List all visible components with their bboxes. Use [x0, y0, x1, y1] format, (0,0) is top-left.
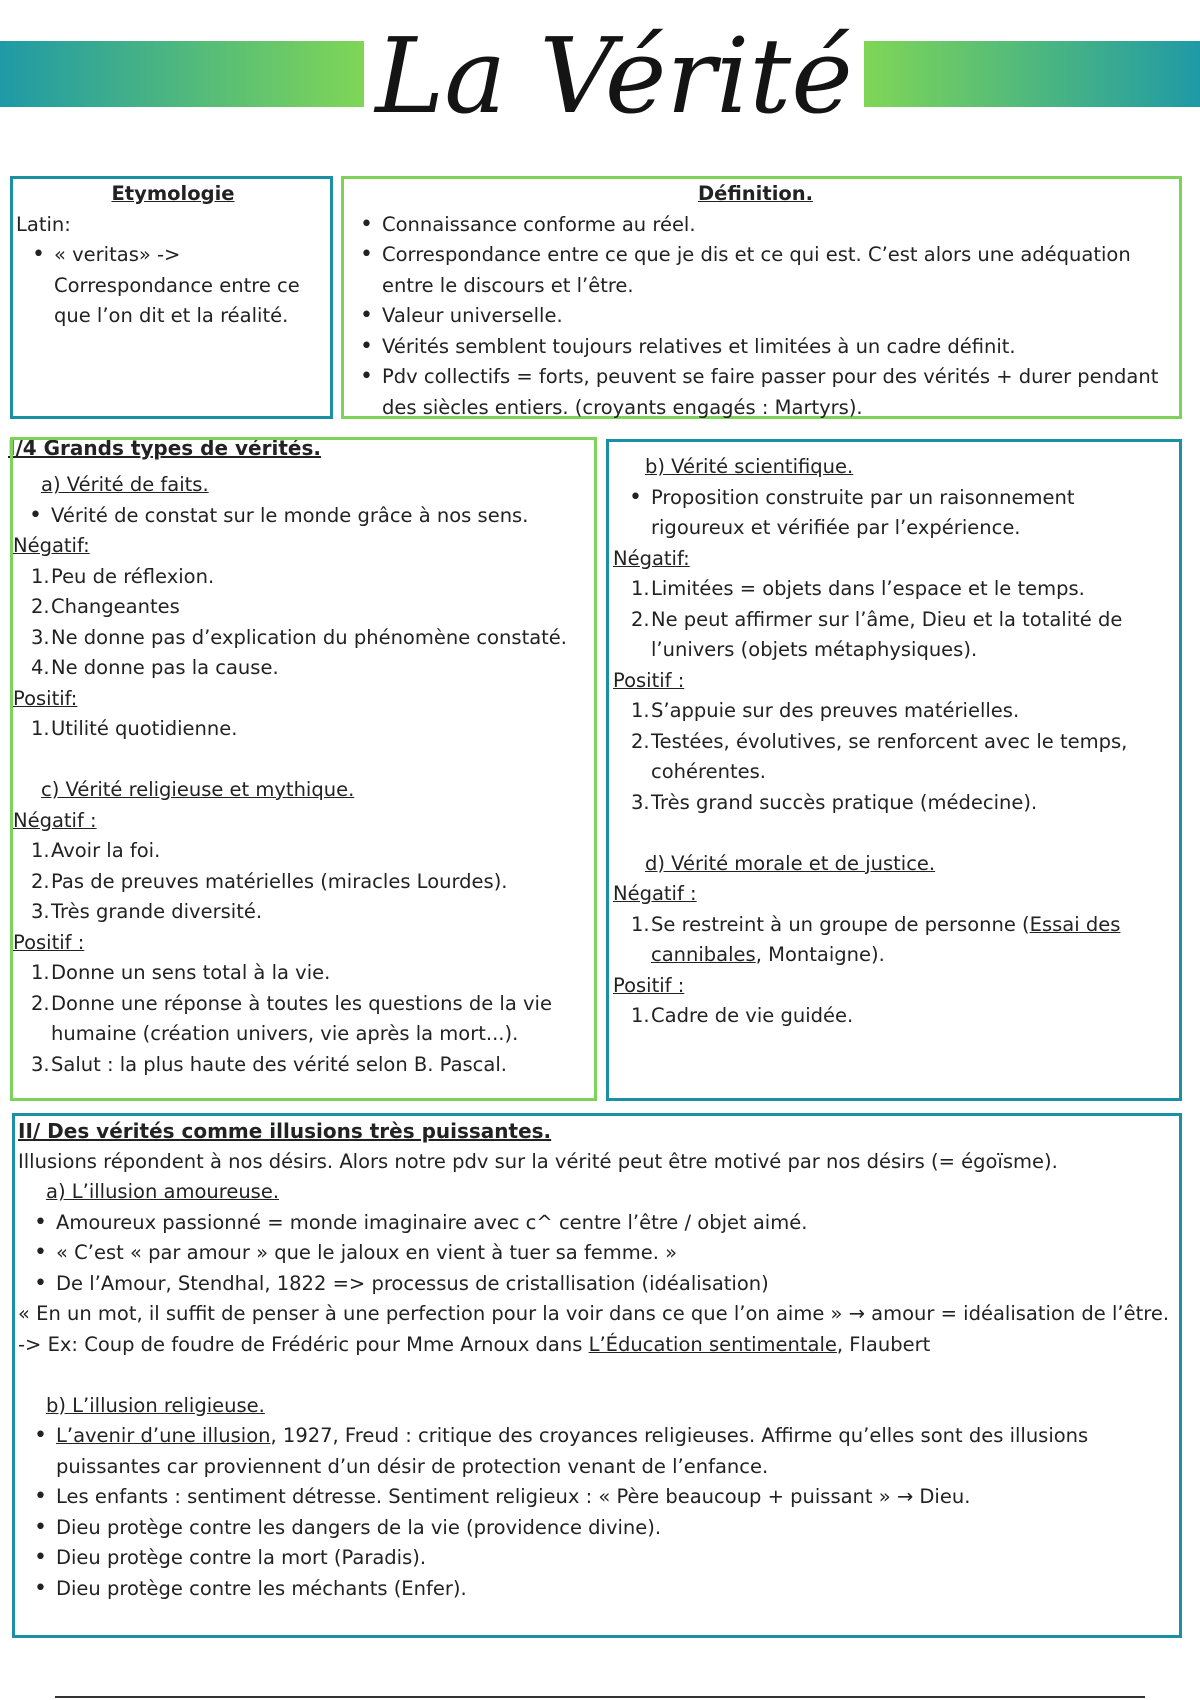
list-item: • Dieu protège contre la mort (Paradis). [18, 1543, 1171, 1574]
essai-cannibales-title: Essai des cannibales [651, 912, 1121, 966]
scientifique-heading: b) Vérité scientifique. [645, 455, 854, 478]
list-item: • Correspondance entre ce que je dis et ce qui est. C’est alors une adéquation entre le discours et l’être. [344, 240, 1167, 301]
list-item: 1. Utilité quotidienne. [31, 717, 238, 740]
etymologie-label: Latin: [16, 212, 71, 236]
list-item: 4. Ne donne pas la cause. [31, 656, 279, 679]
list-item: • Dieu protège contre les méchants (Enfer). [18, 1574, 1171, 1605]
section2-box [12, 1113, 1182, 1638]
list-item: 1. Peu de réflexion. [31, 564, 215, 588]
definition-list [344, 210, 1167, 424]
religieuse-negatif-list [13, 836, 594, 928]
faits-positif-list [13, 714, 594, 745]
section2-title: II/ Des vérités comme illusions très puissantes. [18, 1119, 552, 1143]
list-item: • Connaissance conforme au réel. [344, 210, 1167, 241]
list-item: 3. Très grande diversité. [31, 900, 263, 923]
etymologie-box [10, 176, 333, 419]
list-item: • Vérités semblent toujours relatives et limitées à un cadre définit. [344, 332, 1167, 363]
faits-heading: a) Vérité de faits. [41, 473, 209, 496]
definition-heading: Définition. [697, 182, 814, 205]
faits-negatif-list [13, 562, 594, 684]
list-item: • Pdv collectifs = forts, peuvent se faire passer pour des vérités + durer pendant des siècles entiers. (croyants engagés : Martyrs). [344, 362, 1167, 423]
etymologie-list [16, 240, 330, 332]
list-item: 1. Donne un sens total à la vie. [31, 961, 331, 984]
religieuse-positif-list [13, 958, 594, 1080]
header-bar-left [0, 41, 364, 107]
morale-negatif-list [613, 910, 1169, 971]
morale-negatif-label: Négatif : [613, 882, 697, 905]
list-item: • De l’Amour, Stendhal, 1822 => processus de cristallisation (idéalisation) [18, 1269, 1171, 1300]
amoureuse-example: -> Ex: Coup de foudre de Frédéric pour Mme Arnoux dans L’Éducation sentimentale, Flaubert [18, 1332, 931, 1356]
definition-box [341, 176, 1182, 419]
list-item: 3. Salut : la plus haute des vérité selon B. Pascal. [31, 1052, 507, 1076]
faits-positif-label: Positif: [13, 686, 78, 710]
list-item: • Les enfants : sentiment détresse. Sentiment religieux : « Père beaucoup + puissant » → Dieu. [18, 1482, 1171, 1513]
faits-bullets [13, 501, 594, 532]
section1-right-box [606, 439, 1182, 1101]
morale-positif-list [613, 1001, 1169, 1032]
morale-positif-label: Positif : [613, 973, 685, 997]
list-item: 2. Donne une réponse à toutes les questions de la vie humaine (création univers, vie après la mort...). [31, 991, 552, 1045]
scientifique-negatif-list [613, 574, 1169, 666]
list-item: 2. Ne peut affirmer sur l’âme, Dieu et la totalité de l’univers (objets métaphysiques). [631, 607, 1123, 661]
bottom-divider [55, 1696, 1145, 1698]
list-item: • « veritas» -> Correspondance entre ce que l’on dit et la réalité. [16, 240, 330, 332]
list-item: • L’avenir d’une illusion, 1927, Freud : critique des croyances religieuses. Affirme qu’elles sont des illusions puissantes car proviennent d’un désir de protection venant de l’enfance. [18, 1421, 1171, 1482]
list-item: 2. Changeantes [31, 595, 180, 618]
faits-negatif-label: Négatif: [13, 534, 90, 557]
list-item: 3. Ne donne pas d’explication du phénomène constaté. [31, 625, 568, 649]
illusion-religieuse-heading: b) L’illusion religieuse. [46, 1393, 265, 1417]
religieuse-negatif-label: Négatif : [13, 808, 97, 832]
page-title: La Vérité [375, 15, 853, 137]
list-item: 1. Se restreint à un groupe de personne (Essai des cannibales, Montaigne). [631, 912, 1121, 966]
illusion-religieuse-list [18, 1421, 1171, 1604]
list-item: • Amoureux passionné = monde imaginaire avec c^ centre l’être / objet aimé. [18, 1208, 1171, 1239]
amoureuse-list [18, 1208, 1171, 1300]
section1-left-box [10, 437, 597, 1101]
list-item: 1. Limitées = objets dans l’espace et le temps. [631, 577, 1085, 600]
scientifique-negatif-label: Négatif: [613, 546, 690, 570]
list-item: 1. S’appuie sur des preuves matérielles. [631, 699, 1020, 722]
avenir-illusion-title: L’avenir d’une illusion [56, 1424, 271, 1447]
list-item: • « C’est « par amour » que le jaloux en vient à tuer sa femme. » [18, 1238, 1171, 1269]
list-item: 2. Pas de preuves matérielles (miracles Lourdes). [31, 869, 508, 893]
scientifique-positif-label: Positif : [613, 668, 685, 692]
header-bar-right [864, 41, 1200, 107]
scientifique-positif-list [613, 696, 1169, 818]
religieuse-positif-label: Positif : [13, 930, 85, 954]
list-item: • Dieu protège contre les dangers de la vie (providence divine). [18, 1513, 1171, 1544]
list-item: 1. Avoir la foi. [31, 839, 161, 862]
amoureuse-quote: « En un mot, il suffit de penser à une perfection pour la voir dans ce que l’on aime » → amour = idéalisation de l’être. [18, 1302, 1170, 1325]
religieuse-heading: c) Vérité religieuse et mythique. [41, 778, 355, 801]
list-item: • Vérité de constat sur le monde grâce à nos sens. [13, 501, 594, 532]
amoureuse-heading: a) L’illusion amoureuse. [46, 1180, 280, 1203]
list-item: • Valeur universelle. [344, 301, 1167, 332]
list-item: 1. Cadre de vie guidée. [631, 1004, 854, 1027]
section2-intro: Illusions répondent à nos désirs. Alors notre pdv sur la vérité peut être motivé par nos désirs (= égoïsme). [18, 1149, 1058, 1173]
etymologie-heading: Etymologie [111, 182, 235, 205]
list-item: 2. Testées, évolutives, se renforcent avec le temps, cohérentes. [631, 729, 1128, 783]
section1-title: I/4 Grands types de vérités. [8, 436, 321, 460]
scientifique-bullets [613, 483, 1169, 544]
list-item: • Proposition construite par un raisonnement rigoureux et vérifiée par l’expérience. [613, 483, 1169, 544]
morale-heading: d) Vérité morale et de justice. [645, 851, 936, 875]
list-item: 3. Très grand succès pratique (médecine). [631, 790, 1038, 814]
education-sentimentale-title: L’Éducation sentimentale [588, 1332, 837, 1356]
